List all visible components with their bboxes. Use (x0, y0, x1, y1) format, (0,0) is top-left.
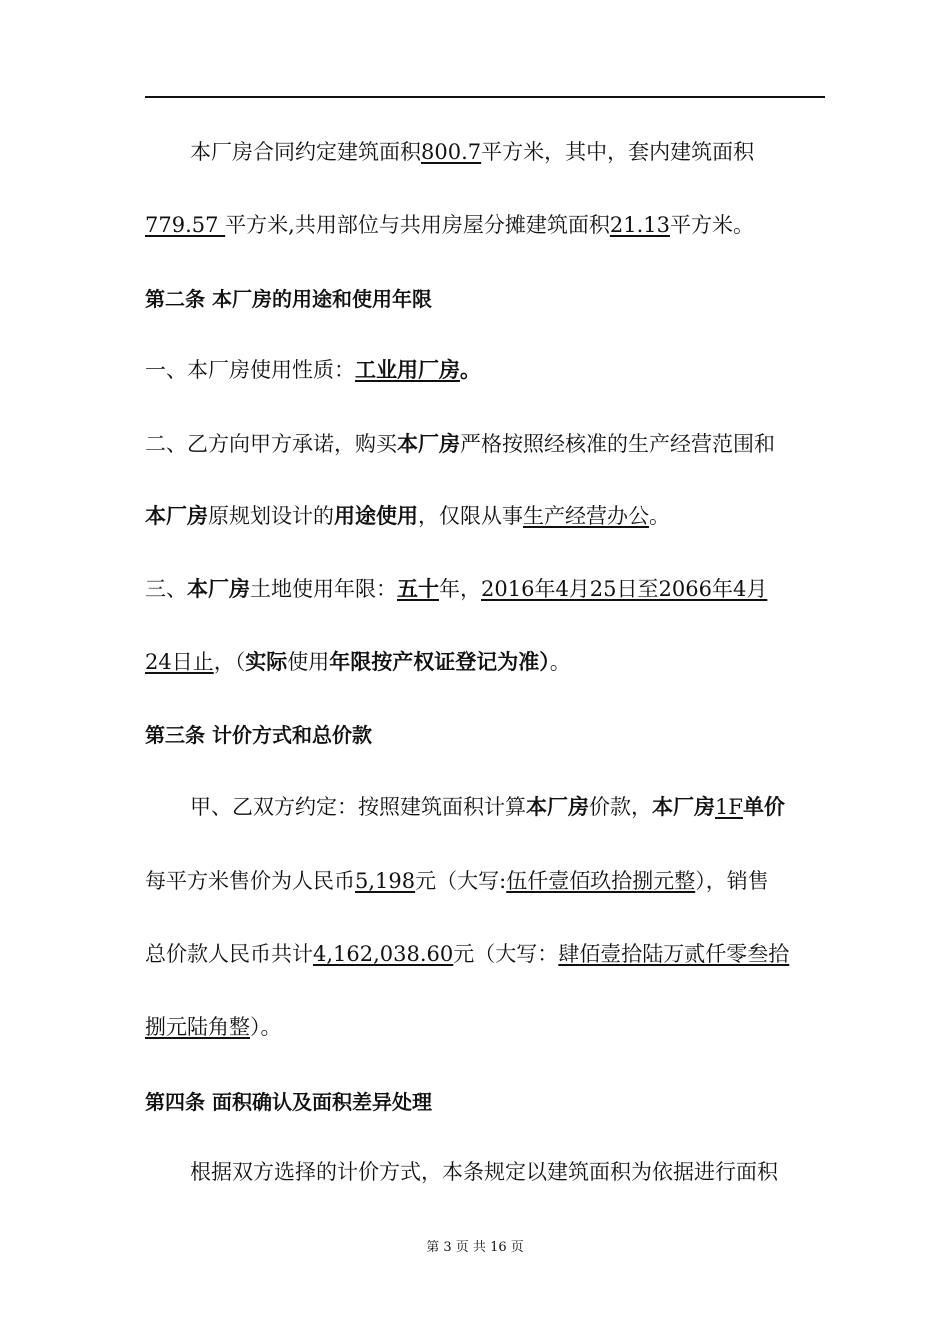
header-rule (145, 96, 825, 98)
term-years-value: 五十 (397, 577, 439, 601)
clause-usage-nature: 一、本厂房使用性质：工业用厂房。 (145, 358, 481, 382)
clause-land-term-cont: 24日止，（实际使用年限按产权证登记为准）。 (145, 650, 571, 674)
paragraph-unit-price: 每平方米售价为人民币5,198元（大写:伍仟壹佰玖拾捌元整），销售 (145, 869, 769, 893)
paragraph-total-price: 总价款人民币共计4,162,038.60元（大写：肆佰壹拾陆万贰仟零叁拾 (145, 942, 790, 966)
clause-land-term: 三、本厂房土地使用年限：五十年，2016年4月25日至2066年4月 (145, 577, 768, 601)
term-end-value: 24日止 (145, 650, 214, 674)
section-heading-article-2: 第二条 本厂房的用途和使用年限 (145, 287, 432, 311)
section-heading-article-4: 第四条 面积确认及面积差异处理 (145, 1090, 432, 1114)
section-heading-article-3: 第三条 计价方式和总价款 (145, 723, 372, 747)
page-footer: 第 3 页 共 16 页 (426, 1240, 524, 1255)
paragraph-area-confirmation: 根据双方选择的计价方式，本条规定以建筑面积为依据进行面积 (190, 1160, 778, 1184)
total-price-value: 4,162,038.60 (313, 942, 454, 966)
building-area-value: 800.7 (421, 140, 482, 164)
inner-area-value: 779.57 (145, 213, 226, 237)
total-price-words: 肆佰壹拾陆万贰仟零叁拾 (558, 942, 790, 966)
paragraph-area-cont: 779.57 平方米,共用部位与共用房屋分摊建筑面积21.13平方米。 (145, 213, 754, 237)
paragraph-pricing: 甲、乙双方约定：按照建筑面积计算本厂房价款，本厂房1F单价 (190, 795, 785, 819)
paragraph-area: 本厂房合同约定建筑面积800.7平方米，其中，套内建筑面积 (190, 140, 755, 164)
page-number: 3 (443, 1240, 452, 1255)
clause-promise: 二、乙方向甲方承诺，购买本厂房严格按照经核准的生产经营范围和 (145, 432, 775, 456)
usage-value: 工业用厂房 (355, 358, 460, 382)
unit-price-value: 5,198 (355, 869, 416, 893)
term-period-value: 2016年4月25日至2066年4月 (481, 577, 768, 601)
shared-area-value: 21.13 (609, 213, 670, 237)
floor-value: 1F (715, 795, 743, 819)
total-price-words-end: 捌元陆角整 (145, 1015, 250, 1039)
clause-promise-cont: 本厂房原规划设计的用途使用，仅限从事生产经营办公。 (145, 504, 670, 528)
paragraph-total-price-cont: 捌元陆角整）。 (145, 1015, 282, 1039)
page-total: 16 (490, 1240, 507, 1255)
unit-price-words: 伍仟壹佰玖拾捌元整 (506, 869, 696, 893)
business-scope-value: 生产经营办公 (523, 504, 649, 528)
